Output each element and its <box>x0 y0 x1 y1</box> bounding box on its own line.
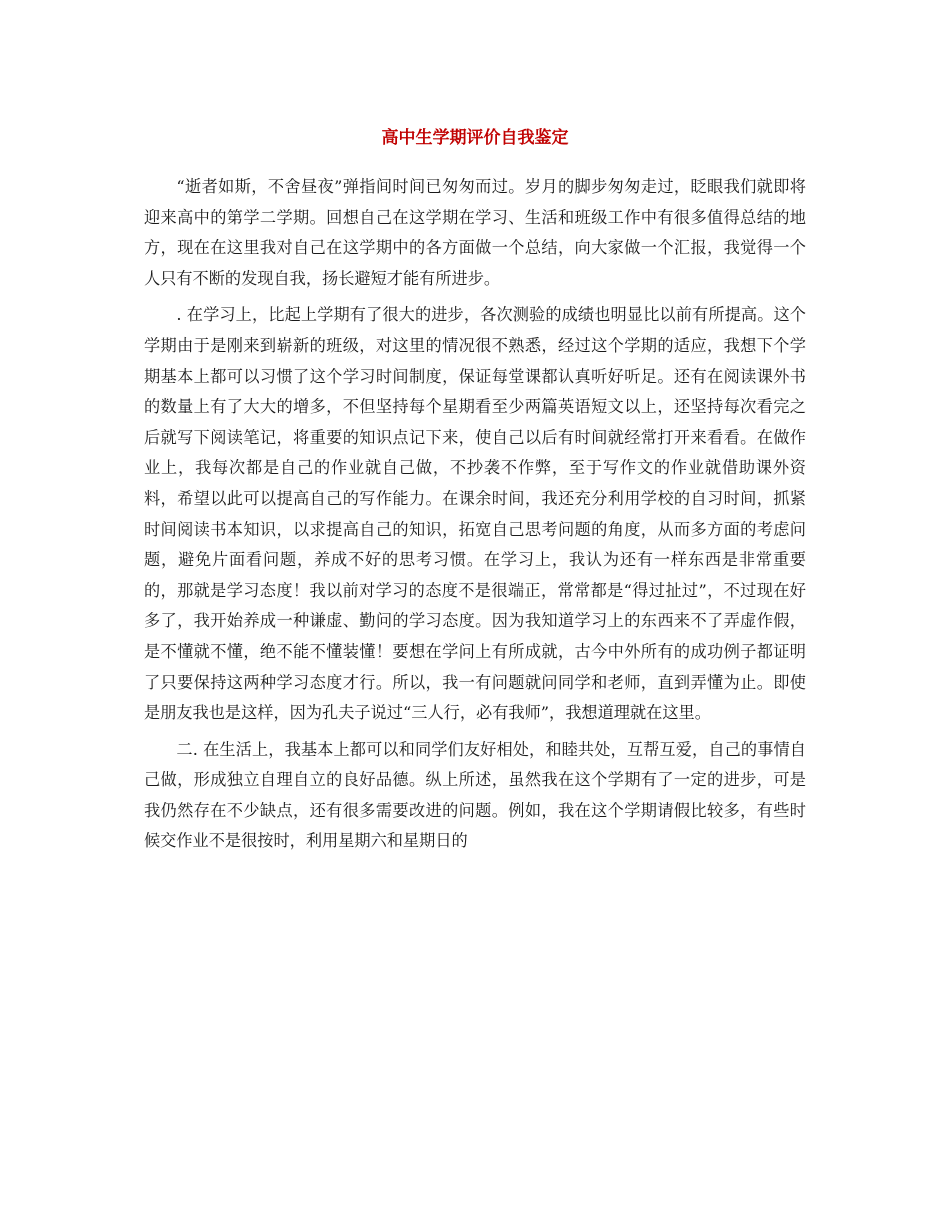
paragraph-study: . 在学习上，比起上学期有了很大的进步，各次测验的成绩也明显比以前有所提高。这个学期由于是刚来到崭新的班级，对这里的情况很不熟悉，经过这个学期的适应，我想下个学期基本上都可以习惯了这个学习时间制度，保证每堂课都认真听好听足。还有在阅读课外书的数量上有了大大的增多，不但坚持每个星期看至少两篇英语短文以上，还坚持每次看完之后就写下阅读笔记，将重要的知识点记下来，使自己以后有时间就经常打开来看看。在做作业上，我每次都是自己的作业就自己做，不抄袭不作弊，至于写作文的作业就借助课外资料，希望以此可以提高自己的写作能力。在课余时间，我还充分利用学校的自习时间，抓紧时间阅读书本知识，以求提高自己的知识，拓宽自己思考问题的角度，从而多方面的考虑问题，避免片面看问题，养成不好的思考习惯。在学习上，我认为还有一样东西是非常重要的，那就是学习态度！我以前对学习的态度不是很端正，常常都是“得过扯过”，不过现在好多了，我开始养成一种谦虚、勤问的学习态度。因为我知道学习上的东西来不了弄虚作假，是不懂就不懂，绝不能不懂装懂！要想在学问上有所成就，古今中外所有的成功例子都证明了只要保持这两种学习态度才行。所以，我一有问题就问同学和老师，直到弄懂为止。即使是朋友我也是这样，因为孔夫子说过“三人行，必有我师”，我想道理就在这里。 <box>144 305 806 723</box>
document-title: 高中生学期评价自我鉴定 <box>381 128 569 148</box>
paragraph-life: 二. 在生活上，我基本上都可以和同学们友好相处，和睦共处，互帮互爱，自己的事情自己做，形成独立自理自立的良好品德。纵上所述，虽然我在这个学期有了一定的进步，可是我仍然存在不少缺点，还有很多需要改进的问题。例如，我在这个学期请假比较多，有些时候交作业不是很按时，利用星期六和星期日的 <box>144 739 806 851</box>
paragraph-intro: “逝者如斯，不舍昼夜”弹指间时间已匆匆而过。岁月的脚步匆匆走过，眨眼我们就即将迎来高中的第学二学期。回想自己在这学期在学习、生活和班级工作中有很多值得总结的地方，现在在这里我对自己在这学期中的各方面做一个总结，向大家做一个汇报，我觉得一个人只有不断的发现自我，扬长避短才能有所进步。 <box>144 177 806 288</box>
document-body <box>144 172 806 863</box>
document-page <box>144 0 806 1230</box>
